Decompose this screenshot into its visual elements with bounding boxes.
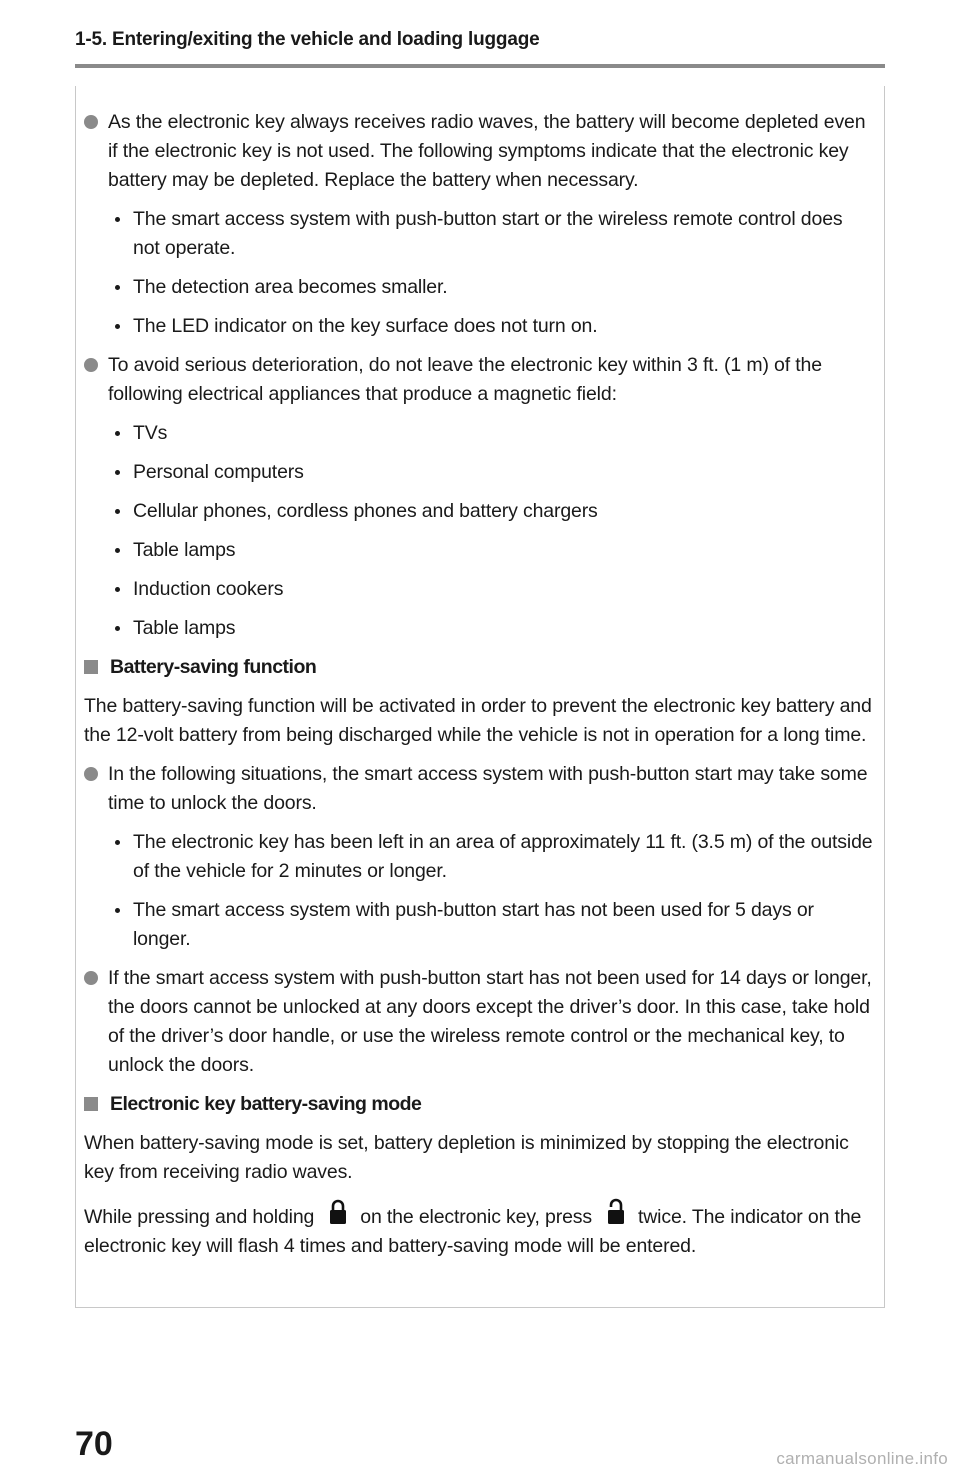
- sub-bullet-item: [84, 458, 874, 487]
- bullet-dot: [84, 971, 98, 985]
- sub-bullet-dot: [115, 470, 120, 475]
- bullet-text: To avoid serious deterioration, do not leave the electronic key within 3 ft. (1 m) of the following electrical appliances that produce a magnetic field:: [108, 354, 822, 405]
- bullet-item: [84, 964, 874, 1080]
- bullet-dot: [84, 358, 98, 372]
- paragraph-with-icons: [84, 1197, 874, 1261]
- sub-bullet-dot: [115, 285, 120, 290]
- sub-bullet-item: [84, 273, 874, 302]
- sub-bullet-item: [84, 614, 874, 643]
- lock-icon: [326, 1197, 350, 1227]
- bullet-item: [84, 760, 874, 818]
- info-content: [84, 108, 874, 1271]
- sub-bullet-item: [84, 497, 874, 526]
- paragraph-text: twice. The indicator on the electronic key will flash 4 times and battery-saving mode will be entered.: [84, 1206, 862, 1257]
- sub-bullet-text: The smart access system with push-button start or the wireless remote control does not operate.: [133, 208, 843, 259]
- page-number: 70: [75, 1425, 113, 1463]
- bullet-item: [84, 108, 874, 195]
- sub-bullet-dot: [115, 908, 120, 913]
- header-divider: [75, 64, 885, 68]
- unlock-icon: [604, 1197, 628, 1227]
- bullet-item: [84, 351, 874, 409]
- bullet-dot: [84, 767, 98, 781]
- sub-bullet-text: Cellular phones, cordless phones and battery chargers: [133, 500, 598, 522]
- paragraph: The battery-saving function will be activated in order to prevent the electronic key battery and the 12-volt battery from being discharged while the vehicle is not in operation for a long time.: [84, 695, 872, 746]
- sub-bullet-text: TVs: [133, 422, 168, 444]
- sub-bullet-dot: [115, 548, 120, 553]
- heading-text: Battery-saving function: [110, 656, 317, 678]
- subsection-heading: [84, 1090, 874, 1119]
- sub-bullet-text: The LED indicator on the key surface does not turn on.: [133, 315, 598, 337]
- sub-bullet-dot: [115, 509, 120, 514]
- sub-bullet-text: Table lamps: [133, 539, 236, 561]
- subsection-heading: [84, 653, 874, 682]
- sub-bullet-dot: [115, 840, 120, 845]
- sub-bullet-text: Table lamps: [133, 617, 236, 639]
- sub-bullet-dot: [115, 587, 120, 592]
- bullet-text: In the following situations, the smart access system with push-button start may take some time to unlock the doors.: [108, 763, 868, 814]
- sub-bullet-dot: [115, 324, 120, 329]
- sub-bullet-item: [84, 205, 874, 263]
- bullet-dot: [84, 115, 98, 129]
- sub-bullet-text: Personal computers: [133, 461, 304, 483]
- sub-bullet-dot: [115, 217, 120, 222]
- sub-bullet-item: [84, 896, 874, 954]
- heading-text: Electronic key battery-saving mode: [110, 1093, 422, 1115]
- sub-bullet-item: [84, 575, 874, 604]
- paragraph: When battery-saving mode is set, battery depletion is minimized by stopping the electronic key from receiving radio waves.: [84, 1132, 849, 1183]
- sub-bullet-item: [84, 312, 874, 341]
- bullet-text: If the smart access system with push-button start has not been used for 14 days or longer, the doors cannot be unlocked at any doors except the driver’s door. In this case, take hold of the driver’s door handle, or use the wireless remote control or the mechanical key, to unlock the doors.: [108, 967, 872, 1076]
- sub-bullet-item: [84, 828, 874, 886]
- bullet-text: As the electronic key always receives radio waves, the battery will become depleted even if the electronic key is not used. The following symptoms indicate that the electronic key battery may be depleted. Replace the battery when necessary.: [108, 111, 866, 191]
- sub-bullet-text: The detection area becomes smaller.: [133, 276, 448, 298]
- paragraph-text: on the electronic key, press: [360, 1206, 592, 1228]
- heading-square-icon: [84, 1097, 98, 1111]
- sub-bullet-text: The smart access system with push-button start has not been used for 5 days or longer.: [133, 899, 814, 950]
- heading-square-icon: [84, 660, 98, 674]
- sub-bullet-item: [84, 536, 874, 565]
- sub-bullet-dot: [115, 626, 120, 631]
- sub-bullet-dot: [115, 431, 120, 436]
- section-header: 1-5. Entering/exiting the vehicle and loading luggage: [75, 29, 540, 50]
- sub-bullet-item: [84, 419, 874, 448]
- watermark: carmanualsonline.info: [776, 1449, 948, 1468]
- sub-bullet-text: The electronic key has been left in an area of approximately 11 ft. (3.5 m) of the outside of the vehicle for 2 minutes or longer.: [133, 831, 873, 882]
- sub-bullet-text: Induction cookers: [133, 578, 284, 600]
- paragraph-text: While pressing and holding: [84, 1206, 315, 1228]
